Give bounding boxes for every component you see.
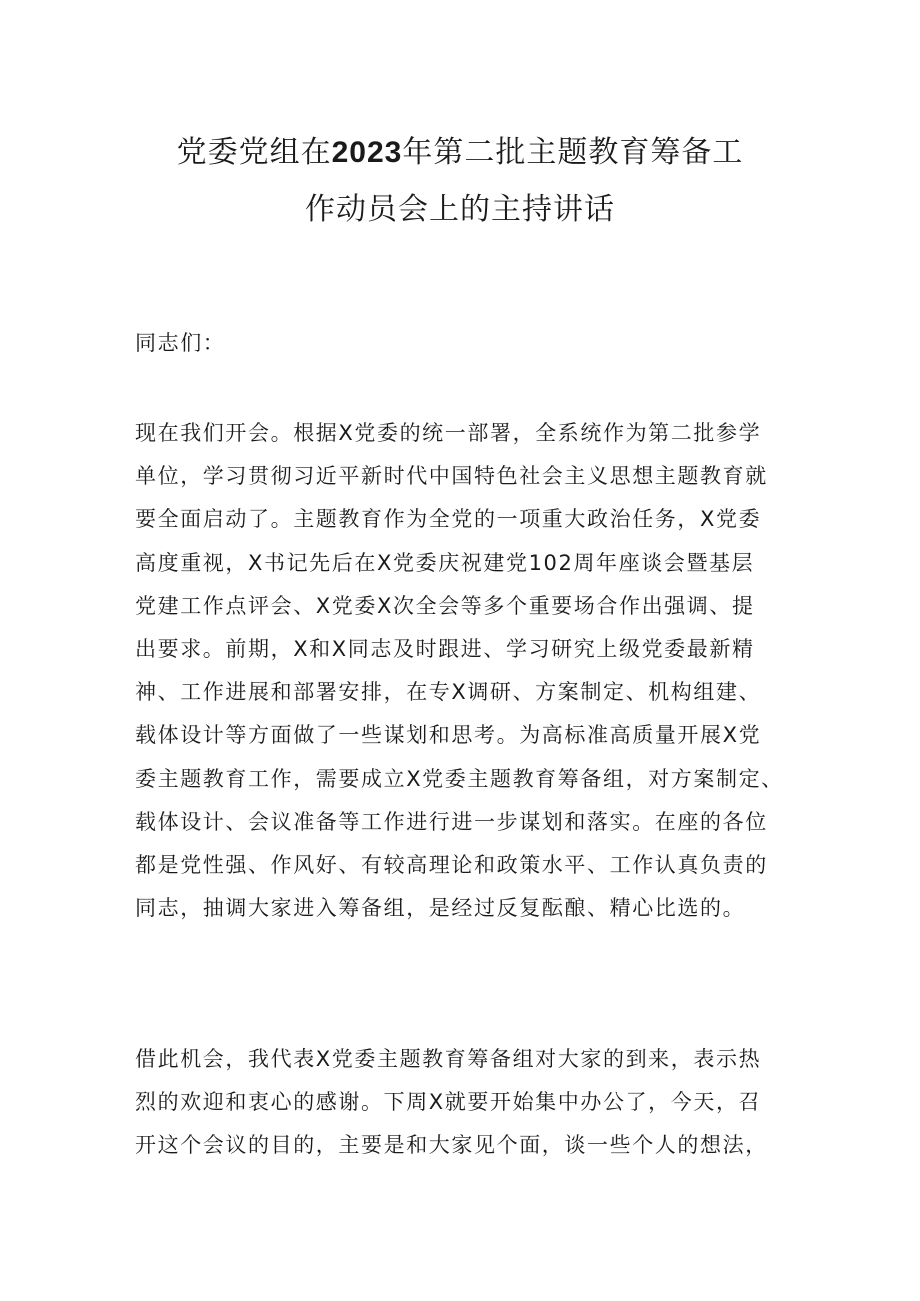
paragraph-line: 出要求。前期，X和X同志及时跟进、学习研究上级党委最新精	[135, 637, 755, 662]
title-year: 2023	[331, 136, 403, 169]
paragraph-line: 借此机会，我代表X党委主题教育筹备组对大家的到来，表示热	[135, 1047, 762, 1071]
title-line-1	[120, 124, 800, 181]
paragraph-line: 同志，抽调大家进入筹备组，是经过反复酝酿、精心比选的。	[135, 896, 746, 921]
paragraph-line: 委主题教育工作，需要成立X党委主题教育筹备组，对方案制定、	[135, 766, 784, 791]
paragraph-line: 现在我们开会。根据X党委的统一部署，全系统作为第二批参学	[135, 421, 762, 445]
paragraph-line: 烈的欢迎和衷心的感谢。下周X就要开始集中办公了，今天，召	[135, 1090, 762, 1115]
title-line-2: 作动员会上的主持讲话	[305, 192, 615, 227]
paragraph-line: 载体设计等方面做了一些谋划和思考。为高标准高质量开展X党	[135, 723, 762, 748]
paragraph-line: 党建工作点评会、X党委X次全会等多个重要场合作出强调、提	[135, 593, 755, 618]
paragraph-line: 单位，学习贯彻习近平新时代中国特色社会主义思想主题教育就	[135, 464, 768, 489]
greeting: 同志们：	[135, 331, 226, 355]
title-suffix: 年第二批主题教育筹备工	[402, 135, 744, 170]
document-title	[120, 124, 800, 238]
title-prefix: 党委党组在	[176, 135, 332, 170]
paragraph-2	[135, 1038, 815, 1168]
paragraph-line: 载体设计、会议准备等工作进行进一步谋划和落实。在座的各位	[135, 809, 768, 834]
paragraph-line: 开这个会议的目的，主要是和大家见个面，谈一些个人的想法，	[135, 1133, 768, 1158]
paragraph-1	[135, 412, 815, 930]
paragraph-line: 神、工作进展和部署安排，在专X调研、方案制定、机构组建、	[135, 680, 762, 705]
paragraph-line: 要全面启动了。主题教育作为全党的一项重大政治任务，X党委	[135, 507, 762, 532]
paragraph-line: 高度重视，X书记先后在X党委庆祝建党102周年座谈会暨基层	[135, 550, 755, 575]
paragraph-line: 都是党性强、作风好、有较高理论和政策水平、工作认真负责的	[135, 853, 768, 878]
